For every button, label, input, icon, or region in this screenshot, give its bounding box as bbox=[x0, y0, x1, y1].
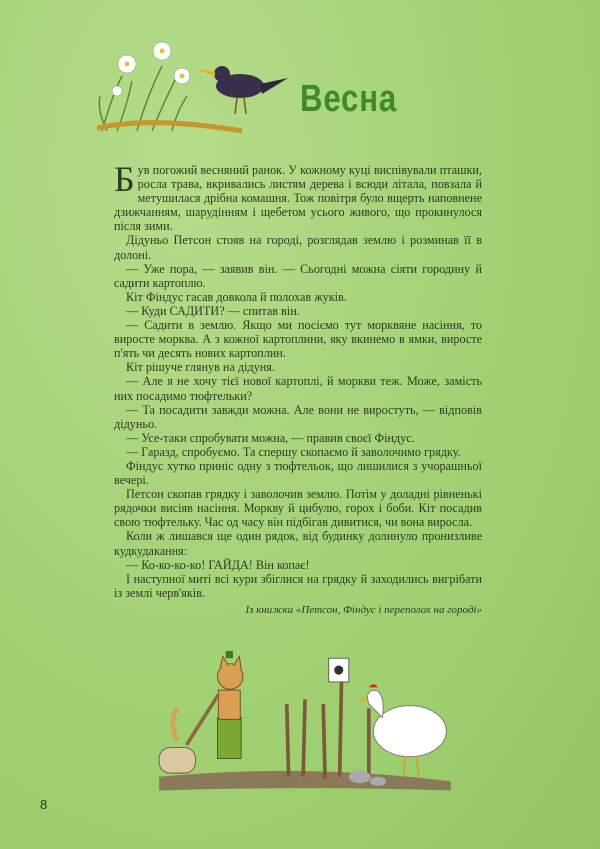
cat-findus bbox=[159, 651, 243, 773]
stakes bbox=[287, 682, 369, 779]
page-title: Весна bbox=[300, 78, 398, 120]
paragraph: — Але я не хочу тієї нової картоплі, й моркви теж. Може, замість них посадимо тюфтельки? bbox=[114, 374, 482, 403]
paragraph: Фіндус хутко приніс одну з тюфтельок, що лишилися з учорашньої вечері. bbox=[114, 458, 482, 488]
paragraph: — Та посадити завжди можна. Але вони не виростуть, — відповів дідуньо. bbox=[114, 402, 482, 431]
page-number: 8 bbox=[40, 797, 48, 812]
paragraph: — Садити в землю. Якщо ми посіємо тут морквяне насіння, то виросте морква. А з кожної картоплини, яку вкинемо в ямки, виросте п'ять чи десять нових картоплин. bbox=[114, 318, 482, 361]
paragraph: Коли ж лишався ще один рядок, від будинку долинуло пронизливе кудкудакання: bbox=[114, 529, 482, 558]
paragraph: І наступної миті всі кури збіглися на грядку й заходились вигрібати із землі черв'яків. bbox=[114, 571, 482, 600]
paragraph: Кіт рішуче глянув на дідуня. bbox=[126, 360, 275, 375]
paragraph: — Ко-ко-ко-ко! ГАЙДА! Він копає! bbox=[126, 557, 310, 572]
hen bbox=[358, 684, 446, 777]
log bbox=[159, 748, 195, 774]
source-citation: Із книжки «Петсон, Фіндус і переполох на городі» bbox=[245, 603, 482, 616]
anemone-flower bbox=[112, 42, 190, 96]
story-text bbox=[114, 159, 482, 617]
paragraph: — Усе-таки спробувати можна, — правив своєї Фіндус. bbox=[126, 430, 415, 445]
paragraph: Дідуньо Петсон стояв на городі, розглядав землю і розминав її в долоні. bbox=[114, 233, 482, 262]
blackbird bbox=[192, 66, 288, 114]
paragraph: Був погожий весняний ранок. У кожному куці виспівували пташки, росла трава, вкривались листям дерева і всюди літала, повзала й метушилася дрібна комашня. Тож повітря було вщерть наповнене дзижчанням, шарудінням і щебетом усього живого, що прокинулося після зими. bbox=[114, 159, 482, 234]
drop-cap: Б bbox=[114, 159, 135, 199]
green-trousers bbox=[217, 718, 241, 759]
paragraph: Кіт Фіндус гасав довкола й полохав жуків. bbox=[126, 289, 347, 304]
paragraph: — Куди САДИТИ? — спитав він. bbox=[126, 303, 300, 318]
cat-and-hen-illustration bbox=[135, 640, 475, 795]
paragraph: Петсон скопав грядку і заволочив землю. Потім у доладні рівненькі рядочки висіяв насіння. Моркву й цибулю, горох і боби. Кіт посадив свою тюфтельку. Час од часу він підбігав дивитися, чи вона виросла. bbox=[114, 487, 482, 530]
paragraph: — Гаразд, спробуємо. Та спершу скопаємо й заволочимо грядку. bbox=[126, 444, 461, 459]
paragraph: — Уже пора, — заявив він. — Сьогодні можна сіяти городину й садити картоплю. bbox=[114, 261, 482, 290]
flowers-and-bird-illustration bbox=[92, 36, 292, 136]
